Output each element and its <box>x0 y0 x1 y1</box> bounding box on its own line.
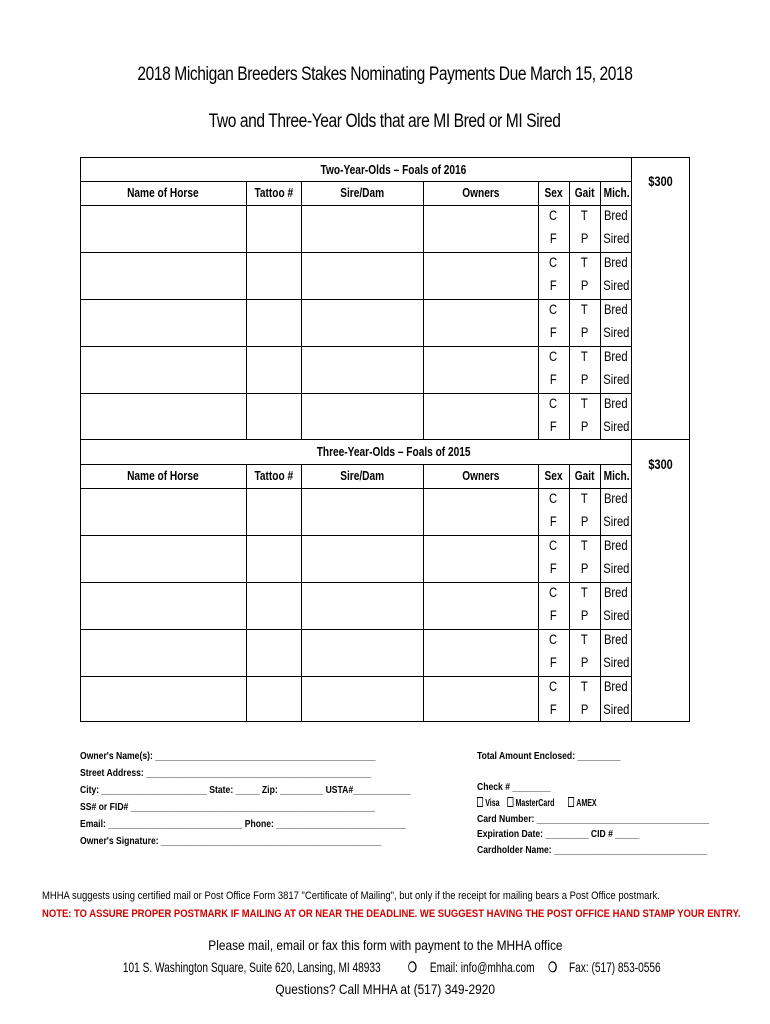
postmark-warning: NOTE: TO ASSURE PROPER POSTMARK IF MAILING AT OR NEAR THE DEADLINE. WE SUGGEST HAVING THE POST OFFICE HAND STAMP YOUR ENTRY. <box>42 908 741 920</box>
amex-checkbox[interactable] <box>568 797 574 807</box>
visa-checkbox[interactable] <box>477 797 483 807</box>
owner-names-field[interactable]: Owner's Name(s): ______________________________________________ <box>80 750 376 762</box>
mastercard-checkbox[interactable] <box>508 797 514 807</box>
col-owners: Owners <box>461 468 500 483</box>
three-year-fee: $300 <box>648 456 674 472</box>
street-address-field[interactable]: Street Address: _______________________________________________ <box>80 767 372 779</box>
footer-instructions: Please mail, email or fax this form with payment to the MHHA office <box>207 937 563 953</box>
bullet-icon: ❍ <box>407 959 417 975</box>
total-amount-field[interactable]: Total Amount Enclosed: _________ <box>477 750 621 762</box>
col-gait: Gait <box>574 185 595 200</box>
col-mich: Mich. <box>603 468 630 483</box>
owner-signature-field[interactable]: Owner's Signature: ______________________________________________ <box>80 835 382 847</box>
col-gait: Gait <box>574 468 595 483</box>
col-name-of-horse: Name of Horse <box>127 468 199 483</box>
email-phone-field[interactable]: Email: ____________________________ Phone: ___________________________ <box>80 818 406 830</box>
two-year-fee: $300 <box>648 173 674 189</box>
col-sex: Sex <box>544 185 563 200</box>
expiration-cid-field[interactable]: Expiration Date: _________ CID # _____ <box>477 828 640 840</box>
city-state-zip-field[interactable]: City: ______________________ State: _____ Zip: _________ USTA#____________ <box>80 784 411 796</box>
bullet-icon: ❍ <box>548 959 558 975</box>
footer-questions: Questions? Call MHHA at (517) 349-2920 <box>275 981 495 997</box>
footer-email[interactable]: Email: info@mhha.com <box>430 959 536 975</box>
col-sire-dam: Sire/Dam <box>340 185 384 200</box>
check-number-field[interactable]: Check # ________ <box>477 781 551 793</box>
footer-contact-line <box>0 959 770 976</box>
form-subtitle: Two and Three-Year Olds that are MI Bred or MI Sired <box>209 111 561 132</box>
col-sex: Sex <box>544 468 563 483</box>
col-mich: Mich. <box>603 185 630 200</box>
three-year-heading: Three-Year-Olds – Foals of 2015 <box>316 444 471 459</box>
col-tattoo: Tattoo # <box>254 468 293 483</box>
two-year-heading: Two-Year-Olds – Foals of 2016 <box>320 162 467 177</box>
col-sire-dam: Sire/Dam <box>340 468 384 483</box>
card-number-field[interactable]: Card Number: ____________________________________ <box>477 813 710 825</box>
form-title: 2018 Michigan Breeders Stakes Nominating Payments Due March 15, 2018 <box>137 64 633 85</box>
cardholder-name-field[interactable]: Cardholder Name: ________________________________ <box>477 844 708 856</box>
col-tattoo: Tattoo # <box>254 185 293 200</box>
card-type-options: Visa MasterCard AMEX <box>477 797 628 809</box>
mailing-notice: MHHA suggests using certified mail or Post Office Form 3817 "Certificate of Mailing", but only if the receipt for mailing bears a Post Office postmark. <box>42 890 660 902</box>
col-name-of-horse: Name of Horse <box>127 185 199 200</box>
footer-address: 101 S. Washington Square, Suite 620, Lansing, MI 48933 <box>123 959 382 975</box>
footer-fax: Fax: (517) 853-0556 <box>569 959 662 975</box>
ss-fid-field[interactable]: SS# or FID# ___________________________________________________ <box>80 801 375 813</box>
col-owners: Owners <box>461 185 500 200</box>
